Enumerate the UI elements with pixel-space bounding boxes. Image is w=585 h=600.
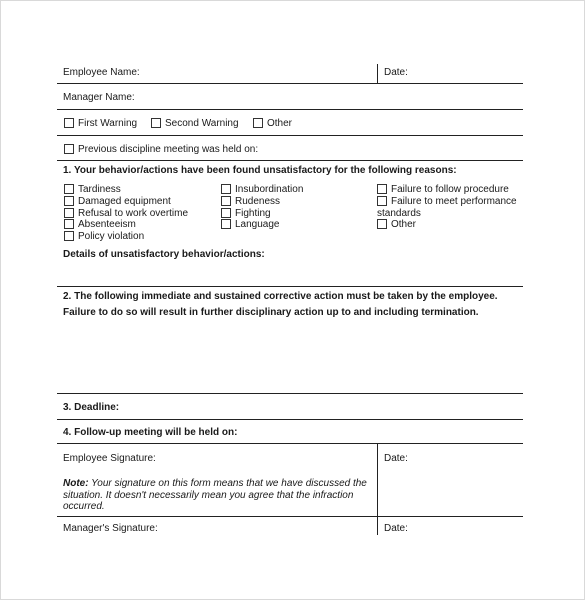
other-reason-checkbox[interactable] xyxy=(377,219,387,229)
first-warning-checkbox[interactable] xyxy=(64,118,74,128)
second-warning-checkbox[interactable] xyxy=(151,118,161,128)
absenteeism-checkbox[interactable] xyxy=(64,219,74,229)
reason-label: Absenteeism xyxy=(78,219,136,230)
manager-signature-date-label: Date: xyxy=(384,523,408,534)
first-warning-label: First Warning xyxy=(78,118,138,129)
reason-label: Other xyxy=(391,219,417,230)
reason-label: Refusal to work overtime xyxy=(78,208,189,219)
rudeness-checkbox[interactable] xyxy=(221,196,231,206)
manager-signature-label: Manager's Signature: xyxy=(63,523,158,534)
tardiness-checkbox[interactable] xyxy=(64,184,74,194)
corrective-action-line xyxy=(57,393,523,394)
employee-signature-label: Employee Signature: xyxy=(63,453,156,464)
warning-type-line xyxy=(57,135,523,136)
signature-note xyxy=(63,478,373,513)
date-label: Date: xyxy=(384,67,408,78)
other-warning-checkbox[interactable] xyxy=(253,118,263,128)
reason-label: Failure to follow procedure xyxy=(391,184,509,195)
employee-name-line xyxy=(57,83,523,84)
header-divider xyxy=(377,64,378,83)
reason-label: Insubordination xyxy=(235,184,304,195)
details-line xyxy=(57,286,523,287)
section2-line2: Failure to do so will result in further disciplinary action up to and including termination. xyxy=(63,307,479,318)
reason-label: Rudeness xyxy=(235,196,281,207)
fighting-checkbox[interactable] xyxy=(221,208,231,218)
employee-signature-date-label: Date: xyxy=(384,453,408,464)
followup-label: 4. Follow-up meeting will be held on: xyxy=(63,427,238,438)
followup-line xyxy=(57,443,523,444)
manager-name-line xyxy=(57,109,523,110)
reason-label: Policy violation xyxy=(78,231,145,242)
reason-label: Fighting xyxy=(235,208,271,219)
deadline-line xyxy=(57,419,523,420)
note-text: Your signature on this form means that we have discussed the situation. It doesn't necessarily mean you agree that the infraction occurred. xyxy=(63,478,367,512)
failure-performance-checkbox[interactable] xyxy=(377,196,387,206)
language-checkbox[interactable] xyxy=(221,219,231,229)
insubordination-checkbox[interactable] xyxy=(221,184,231,194)
reason-label: Damaged equipment xyxy=(78,196,171,207)
failure-procedure-checkbox[interactable] xyxy=(377,184,387,194)
policy-violation-checkbox[interactable] xyxy=(64,231,74,241)
reason-label: Failure to meet performance xyxy=(391,196,517,207)
details-label: Details of unsatisfactory behavior/actions: xyxy=(63,249,265,260)
previous-meeting-checkbox[interactable] xyxy=(64,144,74,154)
other-warning-label: Other xyxy=(267,118,293,129)
previous-meeting-line xyxy=(57,160,523,161)
signature-divider xyxy=(377,443,378,535)
note-prefix: Note: xyxy=(63,478,89,489)
reason-label-continued: standards xyxy=(377,208,421,219)
refusal-overtime-checkbox[interactable] xyxy=(64,208,74,218)
employee-name-label: Employee Name: xyxy=(63,67,140,78)
previous-meeting-label: Previous discipline meeting was held on: xyxy=(78,144,259,155)
damaged-equipment-checkbox[interactable] xyxy=(64,196,74,206)
reason-label: Tardiness xyxy=(78,184,121,195)
employee-signature-line xyxy=(57,516,523,517)
section1-heading: 1. Your behavior/actions have been found unsatisfactory for the following reasons: xyxy=(63,165,457,176)
section2-line1: 2. The following immediate and sustained corrective action must be taken by the employee. xyxy=(63,291,498,302)
manager-name-label: Manager Name: xyxy=(63,92,135,103)
deadline-label: 3. Deadline: xyxy=(63,402,120,413)
second-warning-label: Second Warning xyxy=(165,118,239,129)
reason-label: Language xyxy=(235,219,280,230)
